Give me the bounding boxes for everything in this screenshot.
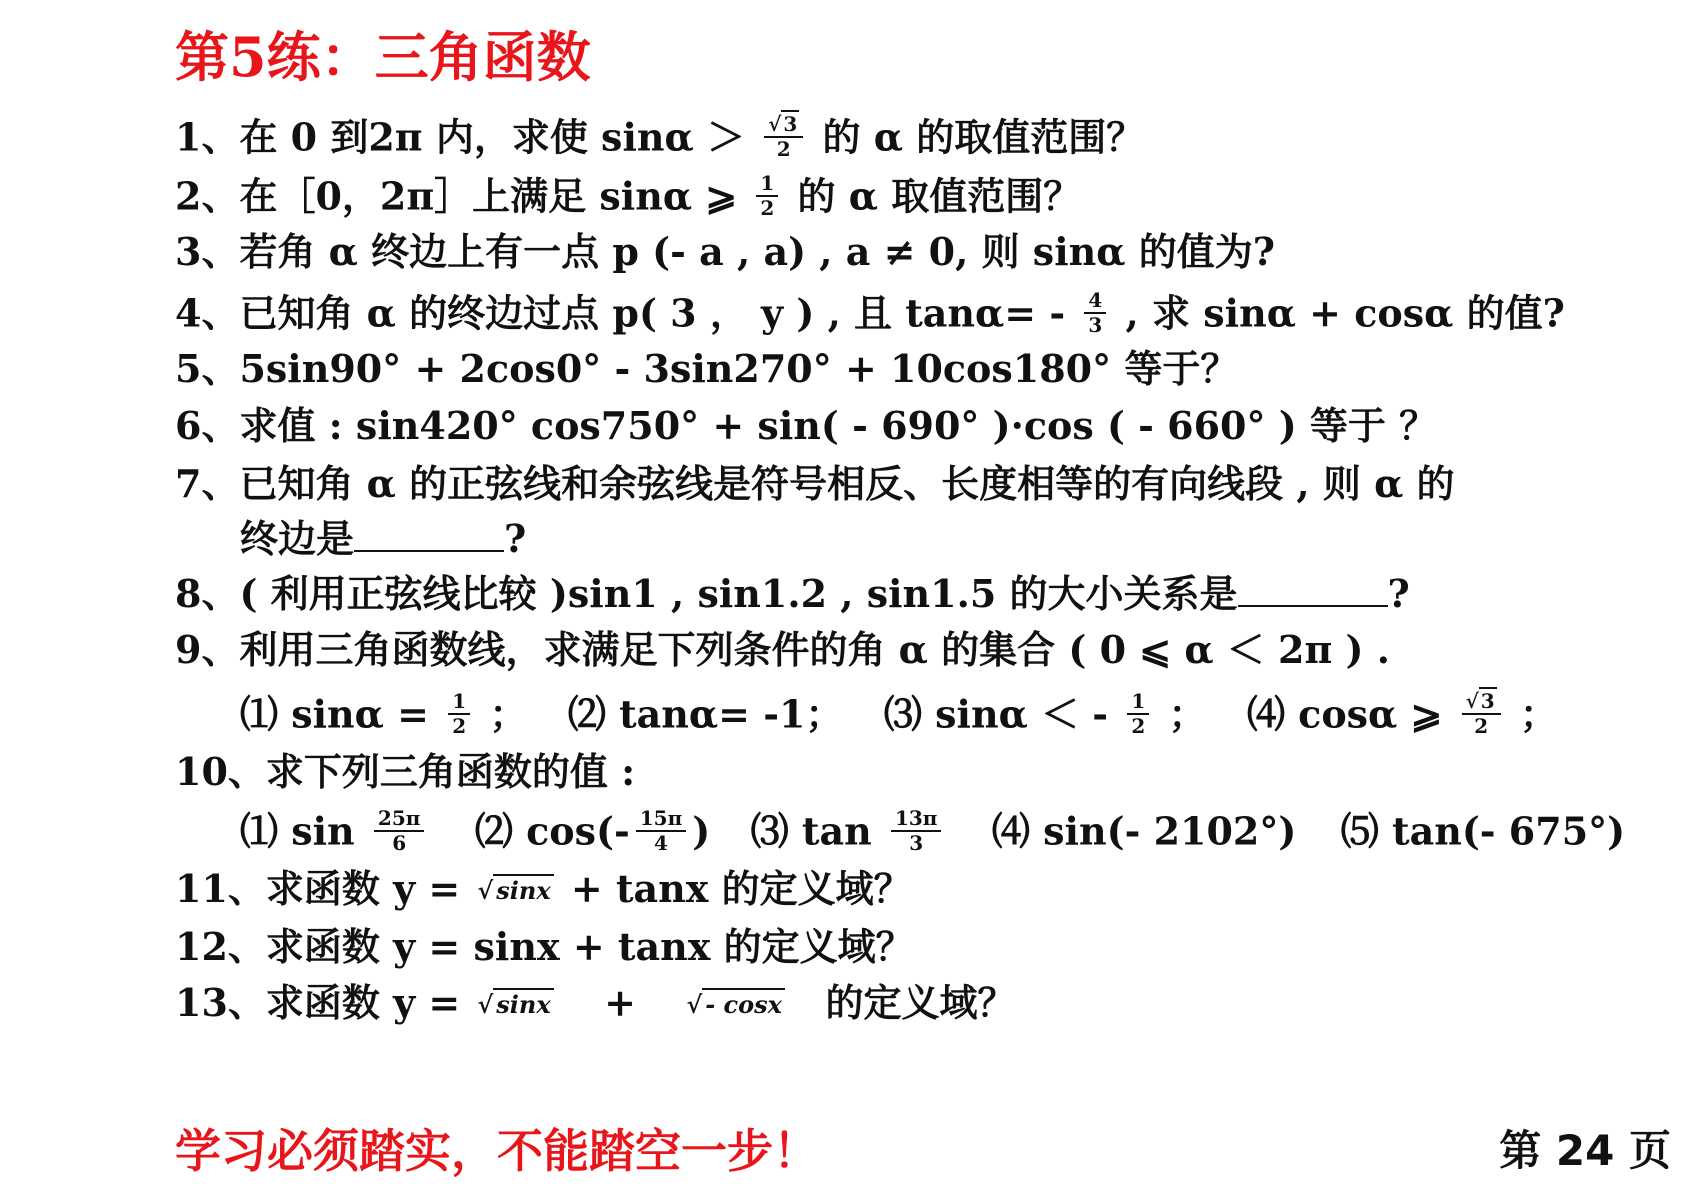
fraction-sqrt3-over-2: [1462, 691, 1501, 737]
fraction-numerator: 1: [1127, 691, 1149, 715]
fraction-denominator: 2: [760, 196, 775, 220]
question-12: 12、求函数 y = sinx + tanx 的定义域？: [175, 924, 914, 969]
question-1-prefix: 1、在 0 到2π 内，求使 sinα ＞: [175, 114, 745, 160]
question-13-plus: +: [604, 980, 636, 1025]
answer-blank: [354, 520, 504, 552]
fraction-15pi-over-4: [636, 808, 686, 854]
question-7: 7、已知角 α 的正弦线和余弦线是符号相反、长度相等的有向线段 , 则 α 的: [175, 461, 1455, 506]
q9-part-1-suffix: ；: [489, 691, 528, 737]
question-13: [175, 980, 1016, 1025]
square-root-sinx: √ sinx: [478, 879, 554, 903]
question-1-suffix: 的 α 的取值范围？: [822, 114, 1145, 160]
fraction-1-over-2: [756, 173, 778, 219]
fraction-13pi-over-3: [891, 808, 941, 854]
q9-part-3-suffix: ；: [1168, 691, 1207, 737]
question-7-continuation: [240, 516, 527, 561]
footer-slogan: 学习必须踏实，不能踏空一步！: [175, 1124, 819, 1178]
fraction-sqrt3-over-2: [764, 114, 803, 160]
question-4-prefix: 4、已知角 α 的终边过点 p( 3 ， y ) , 且 tanα= -: [175, 290, 1066, 336]
question-13-prefix: 13、求函数 y =: [175, 980, 461, 1025]
question-13-suffix: 的定义域？: [825, 980, 1016, 1025]
square-root-neg-cosx: √ - cosx: [686, 993, 785, 1017]
fraction-numerator: √ 3: [1462, 691, 1501, 715]
question-8-prefix: 8、( 利用正弦线比较 )sin1 , sin1.2 , sin1.5 的大小关系是: [175, 571, 1238, 616]
question-9: 9、利用三角函数线，求满足下列条件的角 α 的集合 ( 0 ⩽ α ＜ 2π ) .: [175, 627, 1390, 672]
page-title: 第5练：三角函数: [175, 25, 591, 89]
answer-blank: [1238, 575, 1388, 607]
q10-part-1-prefix: ⑴ sin: [240, 808, 355, 854]
question-4-suffix: , 求 sinα + cosα 的值?: [1125, 290, 1565, 336]
fraction-numerator: 25π: [374, 808, 424, 832]
q10-part-2-suffix: ): [692, 808, 711, 854]
question-2-suffix: 的 α 取值范围？: [797, 173, 1082, 219]
fraction-denominator: 2: [776, 137, 791, 161]
fraction-25pi-over-6: [374, 808, 424, 854]
fraction-numerator: √ 3: [764, 114, 803, 138]
q9-part-1-prefix: ⑴ sinα =: [240, 691, 429, 737]
fraction-4-over-3: [1084, 290, 1106, 336]
question-8: [175, 571, 1410, 616]
q9-part-2: ⑵ tanα= -1；: [567, 691, 844, 737]
question-7-continuation-prefix: 终边是: [240, 516, 355, 561]
q10-part-3-prefix: ⑶ tan: [750, 808, 872, 854]
fraction-numerator: 15π: [636, 808, 686, 832]
fraction-numerator: 4: [1084, 290, 1106, 314]
question-1: [175, 112, 1145, 164]
question-5: 5、5sin90° + 2cos0° - 3sin270° + 10cos180° 等于？: [175, 346, 1239, 391]
question-10-parts: [240, 806, 1626, 858]
fraction-denominator: 4: [654, 831, 668, 855]
q10-part-2-prefix: ⑵ cos(-: [474, 808, 630, 854]
q9-part-4-suffix: ；: [1519, 691, 1558, 737]
question-8-suffix: ?: [1387, 571, 1410, 616]
fraction-1-over-2: [448, 691, 470, 737]
question-2-prefix: 2、在［0，2π］上满足 sinα ⩾: [175, 173, 738, 219]
fraction-denominator: 2: [1131, 714, 1146, 738]
q10-part-4: ⑷ sin(- 2102°): [991, 808, 1297, 854]
square-root-sinx: √ sinx: [478, 993, 554, 1017]
question-7-continuation-suffix: ?: [504, 516, 527, 561]
page-number: 第 24 页: [1499, 1126, 1671, 1175]
fraction-denominator: 2: [452, 714, 467, 738]
fraction-denominator: 2: [1474, 714, 1489, 738]
q10-part-5: ⑸ tan(- 675°): [1340, 808, 1626, 854]
question-11-suffix: + tanx 的定义域？: [570, 866, 912, 911]
question-4: [175, 288, 1565, 340]
question-3: 3、若角 α 终边上有一点 p (- a , a) , a ≠ 0, 则 sinα 的值为?: [175, 229, 1275, 274]
q9-part-4-prefix: ⑷ cosα ⩾: [1246, 691, 1443, 737]
fraction-denominator: 6: [392, 831, 407, 855]
question-11-prefix: 11、求函数 y =: [175, 866, 461, 911]
fraction-numerator: 1: [448, 691, 470, 715]
fraction-numerator: 13π: [891, 808, 941, 832]
fraction-numerator: 1: [756, 173, 778, 197]
question-10: 10、求下列三角函数的值 :: [175, 749, 636, 794]
fraction-denominator: 3: [909, 831, 924, 855]
fraction-denominator: 3: [1088, 313, 1103, 337]
question-6: 6、求值 : sin420° cos750° + sin( - 690° )·cos ( - 660° ) 等于 ？: [175, 403, 1438, 448]
fraction-1-over-2: [1127, 691, 1149, 737]
question-11: [175, 866, 912, 911]
question-2: [175, 171, 1082, 223]
q9-part-3-prefix: ⑶ sinα ＜ -: [883, 691, 1109, 737]
question-9-parts: [240, 689, 1558, 741]
